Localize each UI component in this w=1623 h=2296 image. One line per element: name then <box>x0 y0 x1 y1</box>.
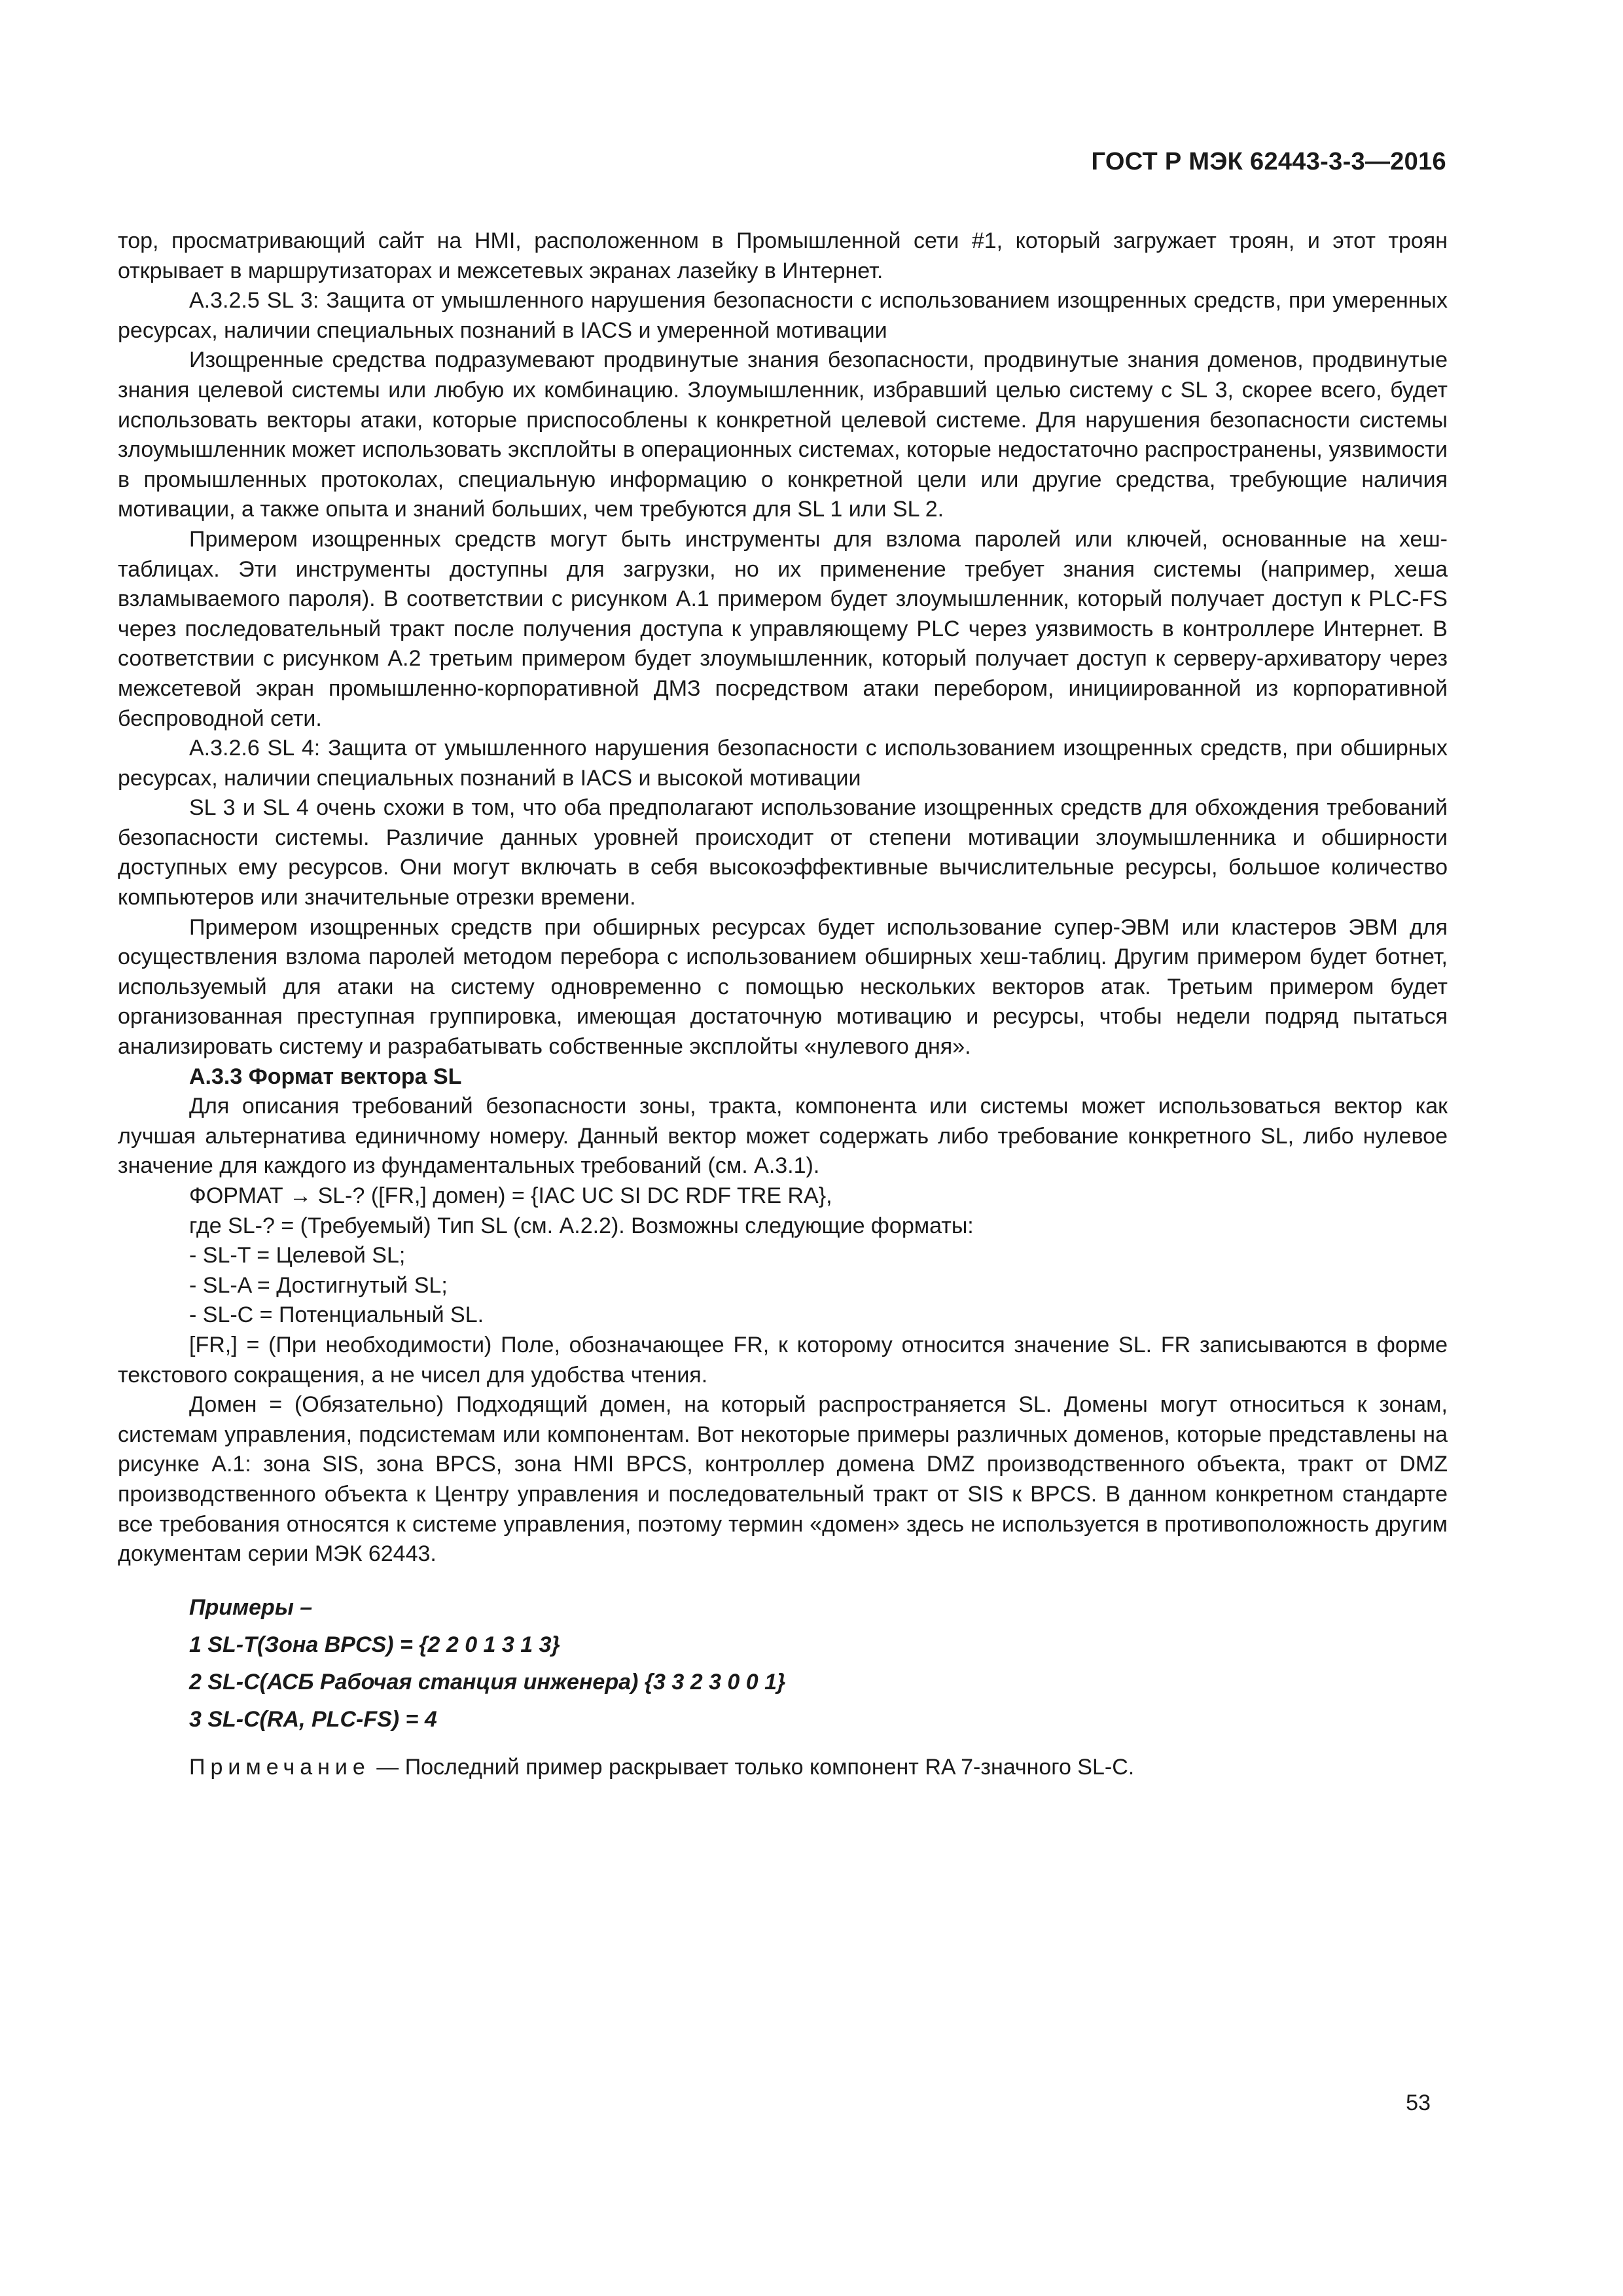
example-item: 3 SL-C(RA, PLC-FS) = 4 <box>189 1706 437 1732</box>
paragraph: A.3.2.5 SL 3: Защита от умышленного нарушения безопасности с использованием изощренных средств, при умеренных ресурсах, наличии специальных познаний в IACS и умеренной мотивации <box>118 288 1448 343</box>
paragraph: Примером изощренных средств при обширных ресурсах будет использование супер-ЭВМ или кластеров ЭВМ для осуществления взлома паролей методом перебора с использованием обширных хеш-таблиц. Другим примером будет ботнет, используемый для атаки на систему одновременно с помощью нескольких векторов атак. Третьим примером будет организованная преступная группировка, имеющая достаточную мотивацию и ресурсы, чтобы недели подряд пытаться анализировать систему и разрабатывать собственные эксплойты «нулевого дня». <box>118 914 1448 1060</box>
page-number: 53 <box>1406 2090 1431 2115</box>
note <box>118 1753 1448 1783</box>
note-text: — Последний пример раскрывает только компонент RA 7-значного SL-C. <box>370 1754 1135 1780</box>
paragraph: тор, просматривающий сайт на HMI, расположенном в Промышленной сети #1, который загружает троян, и этот троян открывает в маршрутизаторах и межсетевых экранах лазейку в Интернет. <box>118 228 1448 283</box>
paragraph: Домен = (Обязательно) Подходящий домен, на который распространяется SL. Домены могут относиться к зонам, системам управления, подсистемам или компонентам. Вот некоторые примеры различных доменов, которые представлены на рисунке A.1: зона SIS, зона BPCS, зона HMI BPCS, контроллер домена DMZ производственного объекта, тракт от DMZ производственного объекта к Центру управления и последовательный тракт от SIS к BPCS. В данном конкретном стандарте все требования относятся к системе управления, поэтому термин «домен» здесь не используется в противоположность другим документам серии МЭК 62443. <box>118 1392 1448 1567</box>
paragraph: Изощренные средства подразумевают продвинутые знания безопасности, продвинутые знания доменов, продвинутые знания целевой системы или любую их комбинацию. Злоумышленник, избравший целью систему с SL 3, скорее всего, будет использовать векторы атаки, которые приспособлены к конкретной целевой системе. Для нарушения безопасности системы злоумышленник может использовать эксплойты в операционных системах, которые недостаточно распространены, уязвимости в промышленных протоколах, специальную информацию о конкретной цели или другие средства, требующие наличия мотивации, а также опыта и знаний больших, чем требуются для SL 1 или SL 2. <box>118 348 1448 522</box>
example-item: 2 SL-C(АСБ Рабочая станция инженера) {3 3 2 3 0 0 1} <box>189 1669 786 1695</box>
examples-block <box>118 1589 1448 1738</box>
list-item: - SL-A = Достигнутый SL; <box>189 1272 448 1298</box>
list-item: - SL-C = Потенциальный SL. <box>189 1302 484 1328</box>
format-line: ФОРМАТ → SL-? ([FR,] домен) = {IAC UC SI DC RDF TRE RA}, <box>189 1183 832 1208</box>
example-item: 1 SL-T(Зона BPCS) = {2 2 0 1 3 1 3} <box>189 1632 560 1657</box>
section-heading: A.3.3 Формат вектора SL <box>189 1064 462 1089</box>
examples-title: Примеры – <box>189 1594 313 1620</box>
note-label: Примечание <box>189 1754 370 1780</box>
paragraph: где SL-? = (Требуемый) Тип SL (см. A.2.2). Возможны следующие форматы: <box>189 1213 974 1238</box>
list-item: - SL-T = Целевой SL; <box>189 1243 406 1268</box>
paragraph: [FR,] = (При необходимости) Поле, обозначающее FR, к которому относится значение SL. FR записываются в форме текстового сокращения, а не чисел для удобства чтения. <box>118 1332 1448 1388</box>
paragraph: Примером изощренных средств могут быть инструменты для взлома паролей или ключей, основанные на хеш-таблицах. Эти инструменты доступны для загрузки, но их применение требует знания системы (например, хеша взламываемого пароля). В соответствии с рисунком A.1 примером будет злоумышленник, который получает доступ к PLC-FS через последовательный тракт после получения доступа к управляющему PLC через уязвимость в контроллере Интернет. В соответствии с рисунком A.2 третьим примером будет злоумышленник, который получает доступ к серверу-архиватору через межсетевой экран промышленно-корпоративной ДМЗ посредством атаки перебором, инициированной из корпоративной беспроводной сети. <box>118 526 1448 731</box>
paragraph: Для описания требований безопасности зоны, тракта, компонента или системы может использоваться вектор как лучшая альтернатива единичному номеру. Данный вектор может содержать либо требование конкретного SL, либо нулевое значение для каждого из фундаментальных требований (см. A.3.1). <box>118 1094 1448 1179</box>
page-body <box>118 226 1448 1782</box>
paragraph: SL 3 и SL 4 очень схожи в том, что оба предполагают использование изощренных средств для обхождения требований безопасности системы. Различие данных уровней происходит от степени мотивации злоумышленника и обширности доступных ему ресурсов. Они могут включать в себя высокоэффективные вычислительные ресурсы, большое количество компьютеров или значительные отрезки времени. <box>118 795 1448 910</box>
document-header: ГОСТ Р МЭК 62443-3-3—2016 <box>1091 148 1446 175</box>
paragraph: A.3.2.6 SL 4: Защита от умышленного нарушения безопасности с использованием изощренных средств, при обширных ресурсах, наличии специальных познаний в IACS и высокой мотивации <box>118 736 1448 791</box>
